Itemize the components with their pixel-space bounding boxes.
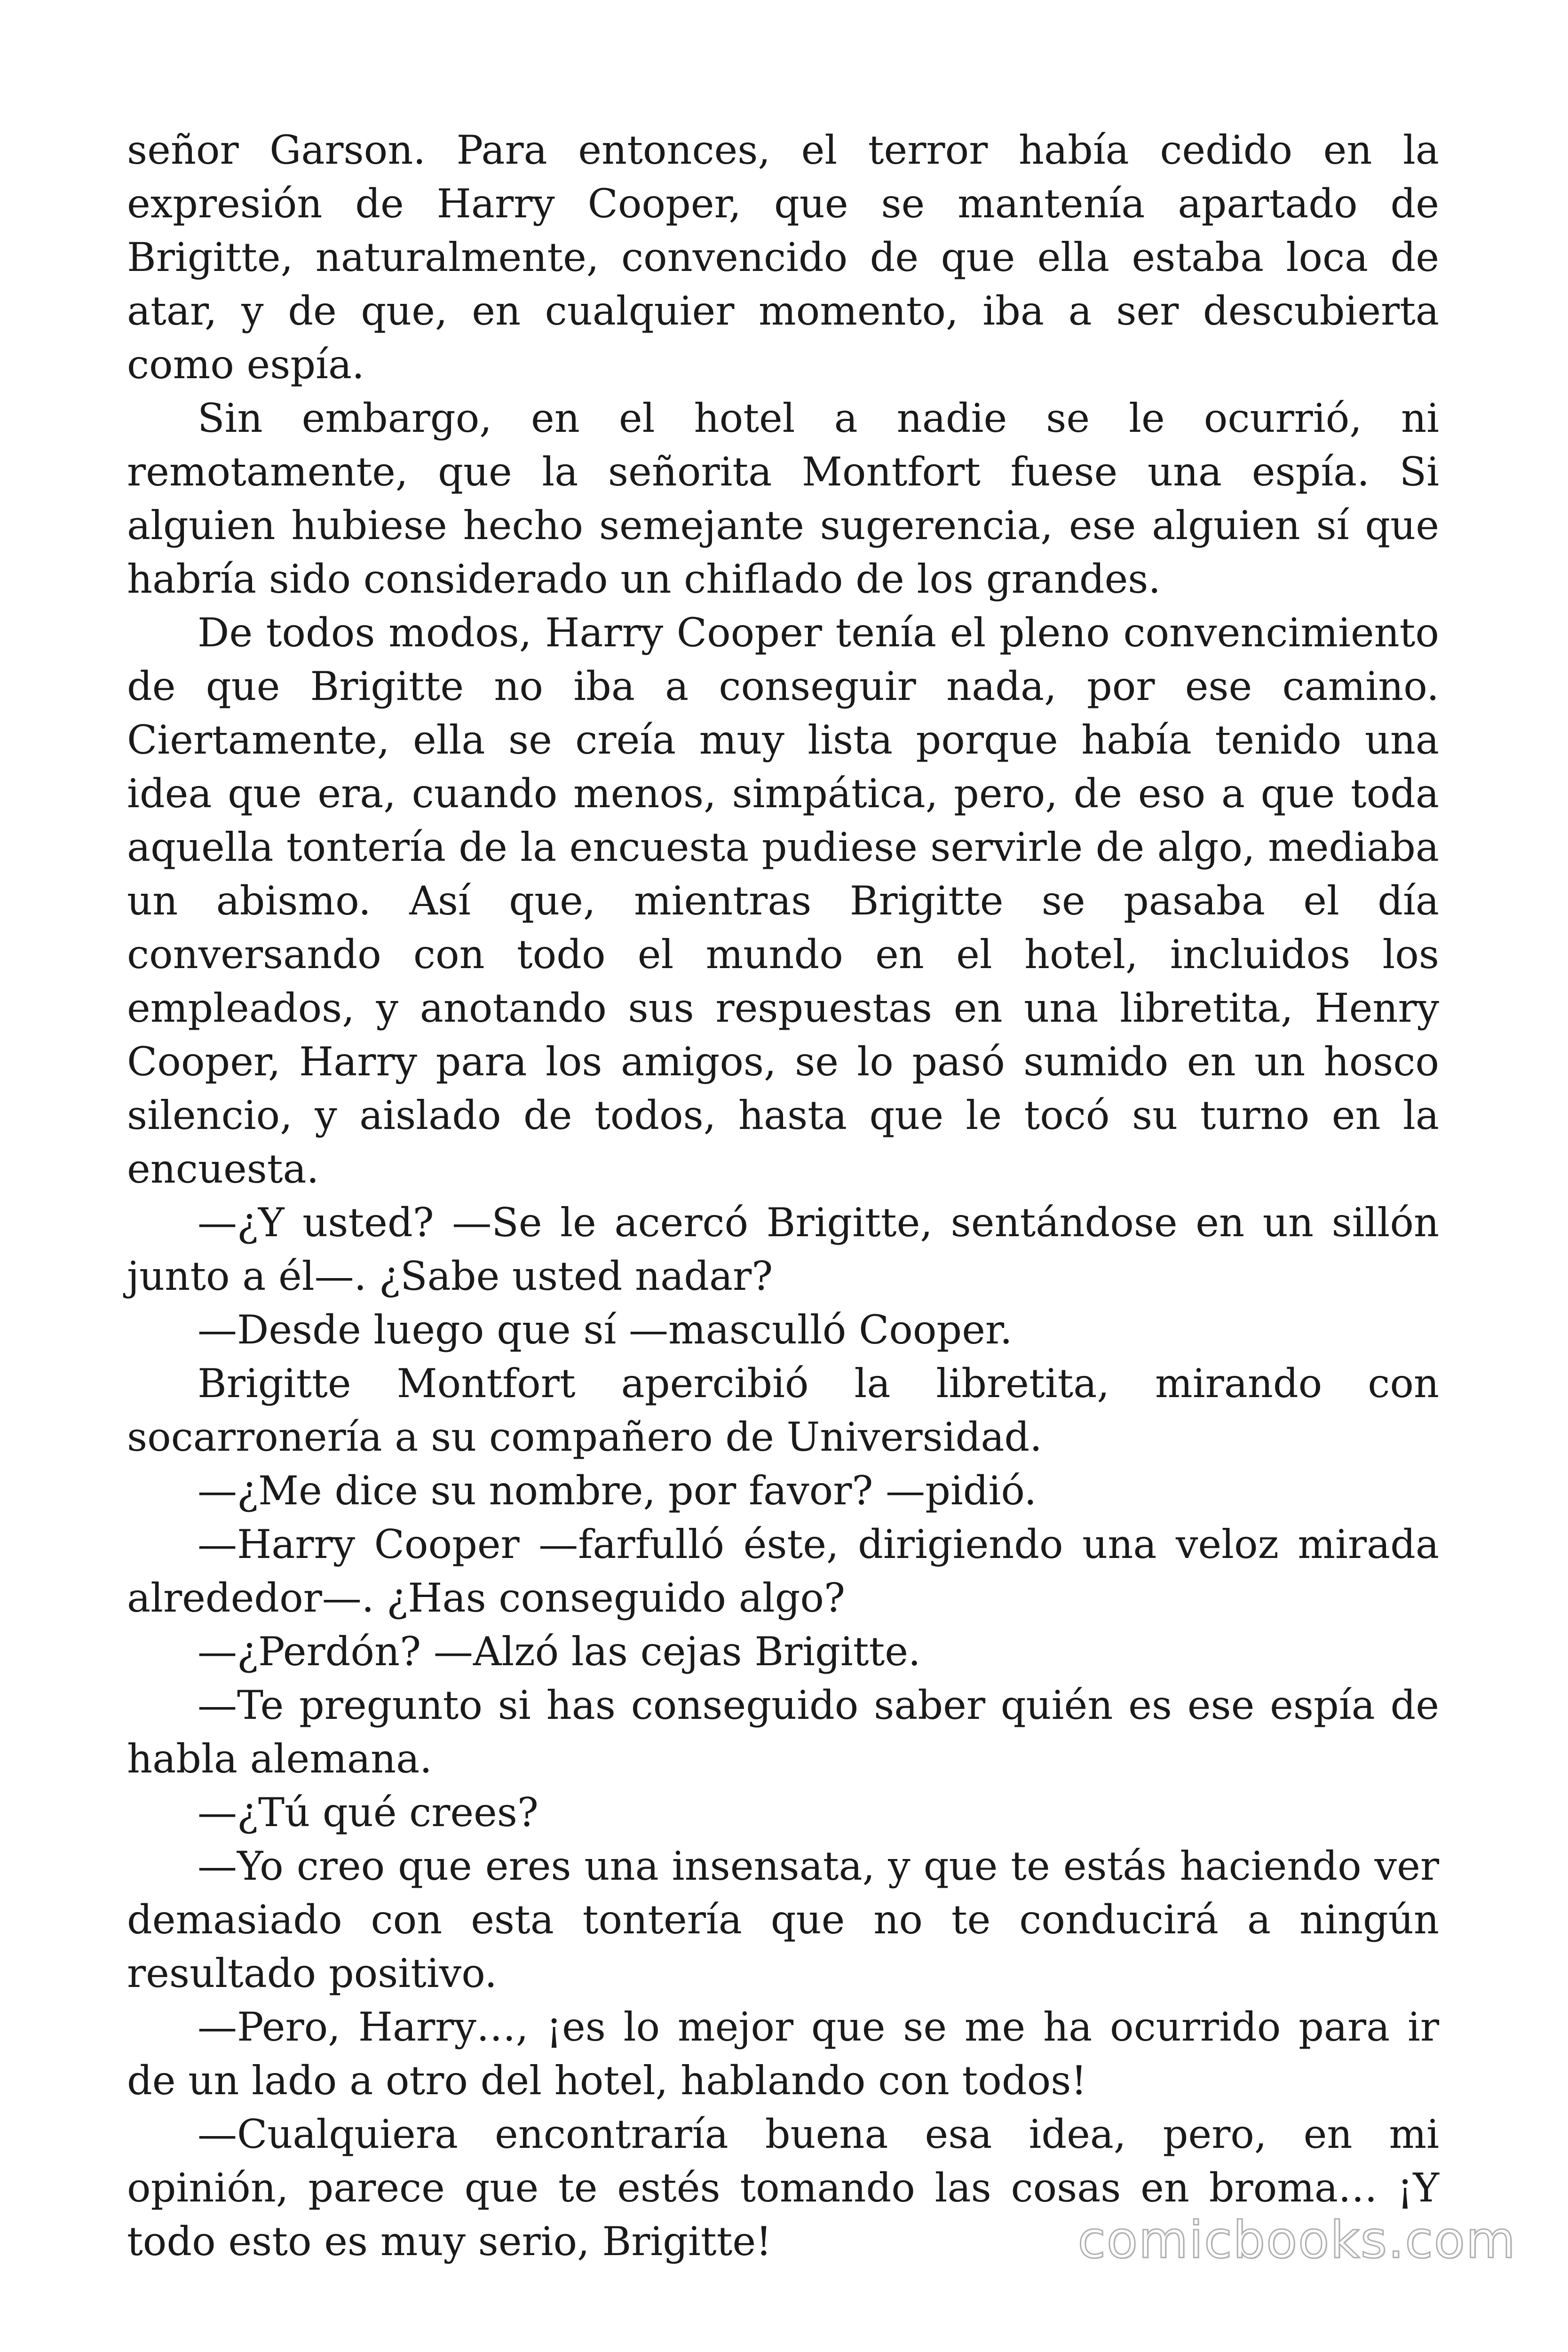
dialogue-line: —Desde luego que sí —mascullό Cooper. xyxy=(198,1307,1013,1353)
dialogue-line: —Yo creo que eres una insensata, y que te estás haciendo ver demasiado con esta tontería que no te conducirá a ningún resultado positivo. xyxy=(127,1843,1439,1996)
page-body xyxy=(127,123,1439,2268)
dialogue-line: —Te pregunto si has conseguido saber quién es ese espía de habla alemana. xyxy=(127,1682,1439,1782)
dialogue-line: —¿Y usted? —Se le acercó Brigitte, sentándose en un sillón junto a él—. ¿Sabe usted nadar? xyxy=(127,1200,1439,1299)
paragraph: Sin embargo, en el hotel a nadie se le ocurrió, ni remotamente, que la señorita Montfort fuese una espía. Si alguien hubiese hecho semejante sugerencia, ese alguien sí que habría sido considerado un chiflado de los grandes. xyxy=(127,395,1439,602)
dialogue-line: —Harry Cooper —farfulló éste, dirigiendo una veloz mirada alrededor—. ¿Has conseguido algo? xyxy=(127,1521,1439,1621)
watermark: comicbooks.com xyxy=(1077,2211,1516,2270)
dialogue-line: —¿Perdón? —Alzó las cejas Brigitte. xyxy=(198,1629,921,1675)
paragraph: señor Garson. Para entonces, el terror había cedido en la expresión de Harry Cooper, que se mantenía apartado de Brigitte, naturalmente, convencido de que ella estaba loca de atar, y de que, en cualquier momento, iba a ser descubierta como espía. xyxy=(127,127,1439,388)
paragraph: De todos modos, Harry Cooper tenía el pleno convencimiento de que Brigitte no iba a conseguir nada, por ese camino. Ciertamente, ella se creía muy lista porque había tenido una idea que era, cuando menos, simpática, pero, de eso a que toda aquella tontería de la encuesta pudiese servirle de algo, mediaba un abismo. Así que, mientras Brigitte se pasaba el día conversando con todo el mundo en el hotel, incluidos los empleados, y anotando sus respuestas en una libretita, Henry Cooper, Harry para los amigos, se lo pasó sumido en un hosco silencio, y aislado de todos, hasta que le tocó su turno en la encuesta. xyxy=(127,610,1439,1192)
dialogue-line: —¿Tú qué crees? xyxy=(198,1789,539,1836)
paragraph: Brigitte Montfort apercibió la libretita, mirando con socarronería a su compañero de Universidad. xyxy=(127,1360,1439,1460)
dialogue-line: —Pero, Harry…, ¡es lo mejor que se me ha ocurrido para ir de un lado a otro del hotel, hablando con todos! xyxy=(127,2004,1439,2104)
dialogue-line: —Cualquiera encontraría buena esa idea, pero, en mi opinión, parece que te estés tomando las cosas en broma… ¡Y todo esto es muy serio, Brigitte! xyxy=(127,2111,1439,2265)
dialogue-line: —¿Me dice su nombre, por favor? —pidió. xyxy=(198,1468,1037,1514)
